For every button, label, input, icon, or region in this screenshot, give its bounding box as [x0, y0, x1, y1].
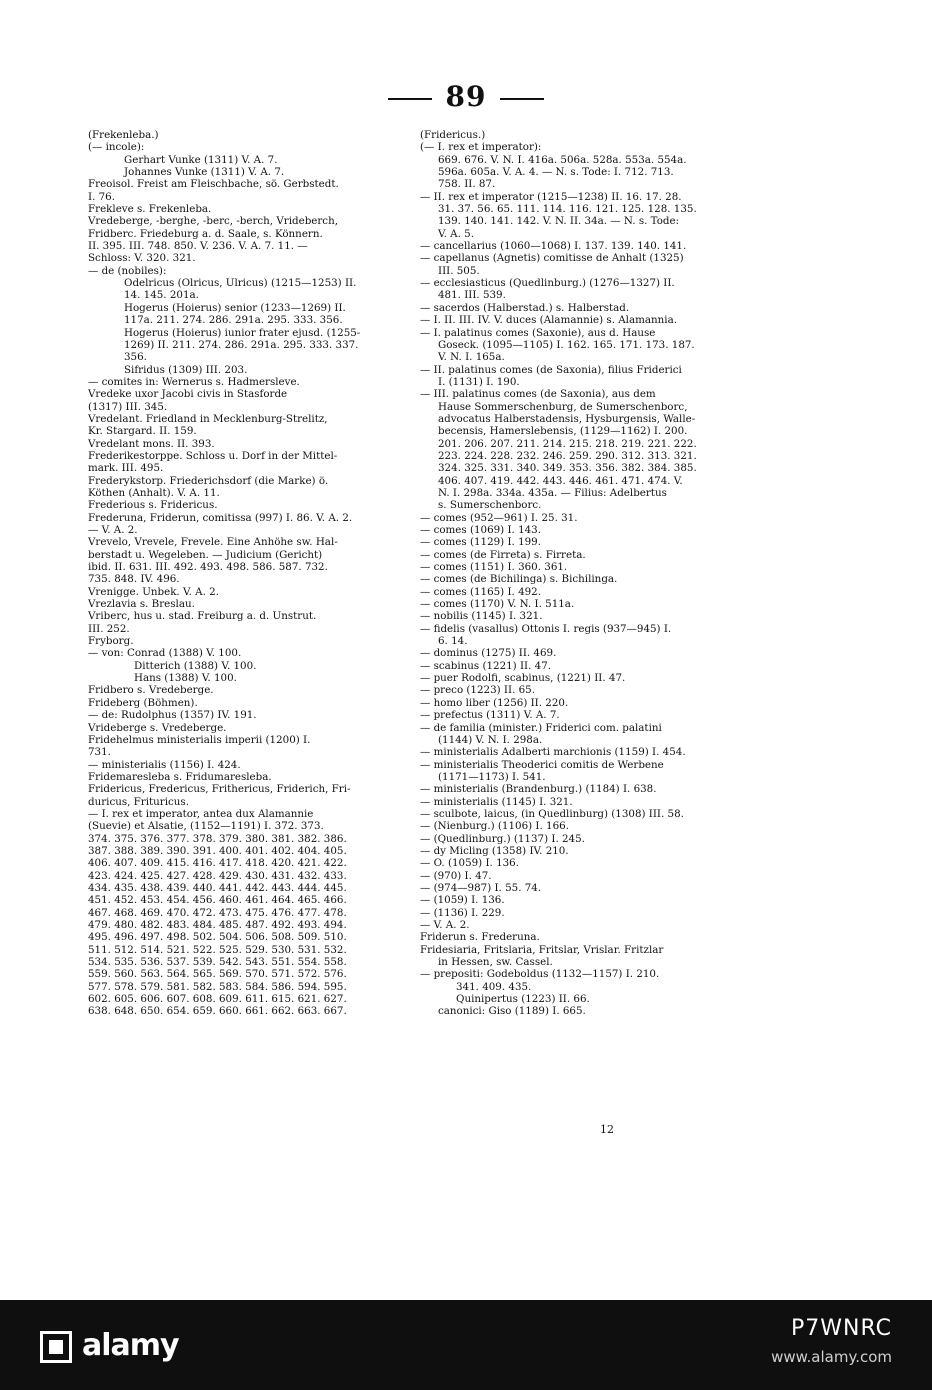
index-line: berstadt u. Wegeleben. — Judicium (Gericht) [88, 548, 323, 561]
index-line: — ministerialis Adalberti marchionis (1159) I. 454. [420, 746, 686, 759]
index-line: — comes (de Bichilinga) s. Bichilinga. [420, 573, 618, 586]
index-line: — II. rex et imperator (1215—1238) II. 16. 17. 28. [420, 190, 682, 203]
index-line: 406. 407. 419. 442. 443. 446. 461. 471. 474. V. [438, 474, 683, 487]
index-line: 1269) II. 211. 274. 286. 291a. 295. 333. 337. [124, 338, 359, 351]
index-line: — I. II. III. IV. V. duces (Alamannie) s. Alamannia. [420, 314, 677, 327]
index-line: — de (nobiles): [88, 264, 167, 277]
index-line: — comes (1129) I. 199. [420, 536, 542, 549]
index-line: (— I. rex et imperator): [420, 141, 542, 154]
index-line: — capellanus (Agnetis) comitisse de Anhalt (1325) [420, 252, 684, 265]
index-line: — ministerialis (1145) I. 321. [420, 795, 573, 808]
index-line: II. 395. III. 748. 850. V. 236. V. A. 7. 11. — [88, 240, 308, 253]
alamy-logo-icon [40, 1331, 72, 1363]
index-line: duricus, Frituricus. [88, 795, 189, 808]
index-line: Vrideberge s. Vredeberge. [88, 721, 227, 734]
index-line: — ministerialis (1156) I. 424. [88, 758, 241, 771]
index-line: — ecclesiasticus (Quedlinburg.) (1276—1327) II. [420, 277, 675, 290]
index-line: — (1059) I. 136. [420, 894, 505, 907]
index-line: Fryborg. [88, 635, 134, 648]
index-line: — (Nienburg.) (1106) I. 166. [420, 820, 569, 833]
index-line: — comes (1165) I. 492. [420, 585, 542, 598]
index-line: — dy Micling (1358) IV. 210. [420, 844, 569, 857]
page-number: 89 [445, 80, 487, 113]
index-line: 511. 512. 514. 521. 522. 525. 529. 530. 531. 532. [88, 943, 347, 956]
signature-number: 12 [600, 1123, 614, 1136]
index-line: Fridberc. Friedeburg a. d. Saale, s. Könnern. [88, 227, 323, 240]
index-line: V. A. 5. [438, 227, 474, 240]
index-line: — sculbote, laicus, (in Quedlinburg) (1308) III. 58. [420, 807, 684, 820]
index-line: — comes (de Firreta) s. Firreta. [420, 548, 586, 561]
index-line: — ministerialis (Brandenburg.) (1184) I. 638. [420, 783, 657, 796]
index-line: Friderun s. Frederuna. [420, 931, 540, 944]
index-line: (Suevie) et Alsatie, (1152—1191) I. 372. 373. [88, 820, 324, 833]
index-line: — ministerialis Theoderici comitis de Werbene [420, 758, 664, 771]
page-header [0, 80, 932, 113]
index-line: Vredelant mons. II. 393. [88, 437, 215, 450]
index-line: Vredeke uxor Jacobi civis in Stasforde [88, 388, 288, 401]
index-line: 638. 648. 650. 654. 659. 660. 661. 662. 663. 667. [88, 1005, 347, 1018]
index-line: 31. 37. 56. 65. 111. 114. 116. 121. 125. 128. 135. [438, 203, 697, 216]
index-line: — V. A. 2. [88, 524, 138, 536]
index-line: — de familia (minister.) Friderici com. palatini [420, 721, 662, 734]
index-line: — preco (1223) II. 65. [420, 684, 535, 697]
index-line: 117a. 211. 274. 286. 291a. 295. 333. 356. [124, 314, 343, 327]
header-dash-left [388, 98, 432, 100]
index-line: — puer Rodolfi, scabinus, (1221) II. 47. [420, 672, 626, 685]
index-line: — cancellarius (1060—1068) I. 137. 139. 140. 141. [420, 240, 687, 253]
index-line: Frederikestorppe. Schloss u. Dorf in der Mittel- [88, 449, 338, 462]
index-line: 534. 535. 536. 537. 539. 542. 543. 551. 554. 558. [88, 956, 347, 969]
index-line: Fridbero s. Vredeberge. [88, 684, 214, 697]
index-line: Vredelant. Friedland in Mecklenburg-Strelitz, [88, 412, 328, 425]
index-line: — comes (952—961) I. 25. 31. [420, 511, 578, 524]
index-line: — I. rex et imperator, antea dux Alamannie [88, 807, 314, 820]
index-line: 758. II. 87. [438, 178, 496, 191]
index-line: Frekleve s. Frekenleba. [88, 203, 212, 216]
index-line: ibid. II. 631. III. 492. 493. 498. 586. 587. 732. [88, 561, 328, 574]
index-line: Hogerus (Hoierus) senior (1233—1269) II. [124, 301, 346, 314]
index-line: Kr. Stargard. II. 159. [88, 425, 197, 438]
index-line: Fridemaresleba s. Fridumaresleba. [88, 770, 272, 783]
index-line: — (Quedlinburg.) (1137) I. 245. [420, 832, 585, 845]
index-line: Fridesiaria, Fritslaria, Fritslar, Vrislar. Fritzlar [420, 943, 664, 956]
watermark-url: www.alamy.com [771, 1348, 892, 1366]
index-line: in Hessen, sw. Cassel. [438, 956, 553, 969]
index-line: Hogerus (Hoierus) iunior frater ejusd. (1255- [124, 326, 361, 339]
index-line: — de: Rudolphus (1357) IV. 191. [88, 709, 257, 722]
index-line: Frederious s. Fridericus. [88, 499, 218, 512]
index-line: — homo liber (1256) II. 220. [420, 696, 569, 709]
index-line: 341. 409. 435. [456, 980, 532, 993]
index-line: — comes (1069) I. 143. [420, 524, 542, 536]
index-line: — I. palatinus comes (Saxonie), aus d. Hause [420, 326, 656, 339]
index-line: — (1136) I. 229. [420, 906, 505, 919]
index-line: 387. 388. 389. 390. 391. 400. 401. 402. 404. 405. [88, 844, 347, 857]
index-line: 735. 848. IV. 496. [88, 573, 180, 586]
right-column [420, 129, 758, 1018]
index-line: (1144) V. N. I. 298a. [438, 733, 543, 746]
index-line: Quinipertus (1223) II. 66. [456, 993, 590, 1006]
index-line: 495. 496. 497. 498. 502. 504. 506. 508. 509. 510. [88, 931, 347, 944]
index-line: Hans (1388) V. 100. [134, 672, 237, 685]
index-line: — prefectus (1311) V. A. 7. [420, 709, 560, 722]
index-line: — von: Conrad (1388) V. 100. [88, 647, 242, 660]
index-line: — comes (1170) V. N. I. 511a. [420, 598, 575, 611]
header-dash-right [500, 98, 544, 100]
index-line: 374. 375. 376. 377. 378. 379. 380. 381. 382. 386. [88, 832, 347, 845]
index-line: III. 505. [438, 264, 480, 277]
index-line: 602. 605. 606. 607. 608. 609. 611. 615. 621. 627. [88, 993, 347, 1006]
index-line: III. 252. [88, 622, 130, 635]
index-line: 479. 480. 482. 483. 484. 485. 487. 492. 493. 494. [88, 919, 347, 931]
index-line: 324. 325. 331. 340. 349. 353. 356. 382. 384. 385. [438, 462, 697, 475]
watermark-logo [40, 1328, 179, 1363]
index-line: — II. palatinus comes (de Saxonia), filius Friderici [420, 363, 682, 376]
index-line: Vrevelo, Vrevele, Frevele. Eine Anhöhe sw. Hal- [88, 536, 338, 549]
index-line: Ditterich (1388) V. 100. [134, 659, 257, 672]
index-line: 731. [88, 746, 111, 759]
index-line: s. Sumerschenborc. [438, 499, 542, 512]
index-line: — (970) I. 47. [420, 869, 492, 882]
index-line: 596a. 605a. V. A. 4. — N. s. Tode: I. 712. 713. [438, 166, 674, 179]
index-line: — fidelis (vasallus) Ottonis I. regis (937—945) I. [420, 622, 672, 635]
index-line: 669. 676. V. N. I. 416a. 506a. 528a. 553a. 554a. [438, 153, 687, 166]
index-line: Schloss: V. 320. 321. [88, 252, 196, 265]
index-line: Freoisol. Freist am Fleischbache, sö. Gerbstedt. [88, 178, 339, 191]
index-line: 559. 560. 563. 564. 565. 569. 570. 571. 572. 576. [88, 968, 347, 981]
index-line: — prepositi: Godeboldus (1132—1157) I. 210. [420, 968, 660, 981]
index-line: becensis, Hamerslebensis, (1129—1162) I. 200. [438, 425, 688, 438]
index-line: — sacerdos (Halberstad.) s. Halberstad. [420, 301, 630, 314]
index-line: Frederuna, Friderun, comitissa (997) I. 86. V. A. 2. [88, 511, 353, 524]
index-line: — (974—987) I. 55. 74. [420, 881, 542, 894]
index-line: I. (1131) I. 190. [438, 375, 520, 388]
index-line: 481. III. 539. [438, 289, 506, 302]
index-line: — comites in: Wernerus s. Hadmersleve. [88, 375, 300, 388]
index-line: — III. palatinus comes (de Saxonia), aus dem [420, 388, 656, 401]
index-line: I. 76. [88, 190, 115, 203]
index-line: 139. 140. 141. 142. V. N. II. 34a. — N. s. Tode: [438, 215, 680, 228]
index-line: — comes (1151) I. 360. 361. [420, 561, 568, 574]
index-line: Vredeberge, -berghe, -berc, -berch, Vrideberch, [88, 215, 338, 228]
index-line: 467. 468. 469. 470. 472. 473. 475. 476. 477. 478. [88, 906, 347, 919]
index-line: 423. 424. 425. 427. 428. 429. 430. 431. 432. 433. [88, 869, 347, 882]
index-line: canonici: Giso (1189) I. 665. [438, 1005, 586, 1018]
index-line: — dominus (1275) II. 469. [420, 647, 557, 660]
index-line: Fridericus, Fredericus, Frithericus, Friderich, Fri- [88, 783, 351, 796]
index-line: Gerhart Vunke (1311) V. A. 7. [124, 153, 278, 166]
index-line: — V. A. 2. [420, 919, 470, 931]
left-column [88, 129, 426, 1018]
index-line: Fridehelmus ministerialis imperii (1200) I. [88, 733, 311, 746]
index-line: 577. 578. 579. 581. 582. 583. 584. 586. 594. 595. [88, 980, 347, 993]
index-line: Hause Sommerschenburg, de Sumerschenborc, [438, 400, 688, 413]
index-line: Goseck. (1095—1105) I. 162. 165. 171. 173. 187. [438, 338, 695, 351]
index-line: 406. 407. 409. 415. 416. 417. 418. 420. 421. 422. [88, 857, 347, 870]
index-line: 356. [124, 351, 147, 364]
index-line: 6. 14. [438, 635, 468, 648]
index-line: N. I. 298a. 334a. 435a. — Filius: Adelbertus [438, 486, 667, 499]
index-line: 14. 145. 201a. [124, 289, 199, 302]
index-line: (1171—1173) I. 541. [438, 770, 546, 783]
index-line: 434. 435. 438. 439. 440. 441. 442. 443. 444. 445. [88, 881, 347, 894]
index-line: 223. 224. 228. 232. 246. 259. 290. 312. 313. 321. [438, 449, 697, 462]
index-line: — scabinus (1221) II. 47. [420, 659, 552, 672]
index-line: Vrenigge. Unbek. V. A. 2. [88, 585, 219, 598]
watermark-image-code: P7WNRC [790, 1316, 892, 1341]
index-line: (1317) III. 345. [88, 400, 168, 413]
index-line: V. N. I. 165a. [438, 351, 505, 364]
index-line: (— incole): [88, 141, 145, 154]
index-line: advocatus Halberstadensis, Hysburgensis, Walle- [438, 412, 696, 425]
index-line: — nobilis (1145) I. 321. [420, 610, 543, 623]
index-line: — O. (1059) I. 136. [420, 857, 520, 870]
watermark-brand: alamy [82, 1328, 179, 1363]
index-line: (Frekenleba.) [88, 129, 159, 141]
index-line: Frideberg (Böhmen). [88, 696, 198, 709]
index-line: Vrezlavia s. Breslau. [88, 598, 195, 611]
index-line: 451. 452. 453. 454. 456. 460. 461. 464. 465. 466. [88, 894, 347, 907]
index-line: 201. 206. 207. 211. 214. 215. 218. 219. 221. 222. [438, 437, 697, 450]
index-line: Köthen (Anhalt). V. A. 11. [88, 486, 220, 499]
index-line: Sifridus (1309) III. 203. [124, 363, 248, 376]
index-line: Johannes Vunke (1311) V. A. 7. [124, 166, 285, 179]
index-line: Frederykstorp. Friederichsdorf (die Marke) ö. [88, 474, 329, 487]
index-line: (Fridericus.) [420, 129, 486, 141]
index-line: mark. III. 495. [88, 462, 164, 475]
index-line: Odelricus (Olricus, Ulricus) (1215—1253) II. [124, 277, 357, 290]
index-line: Vriberc, hus u. stad. Freiburg a. d. Unstrut. [88, 610, 317, 623]
